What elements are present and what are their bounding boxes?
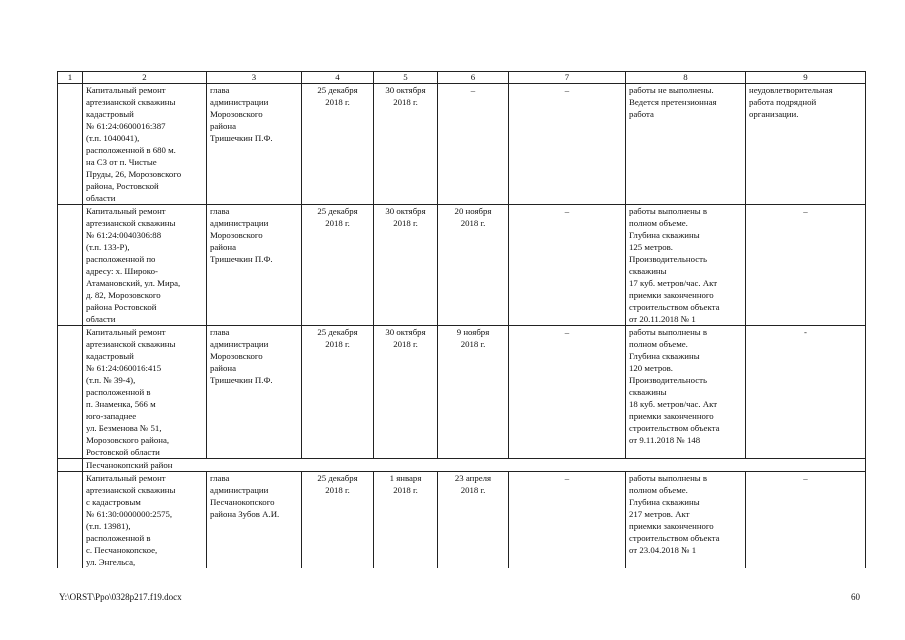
second-date-cell: 30 октября 2018 г.: [374, 205, 438, 326]
planned-date-cell: 25 декабря 2018 г.: [302, 84, 374, 205]
column-number: 5: [374, 72, 438, 84]
column-number: 8: [626, 72, 746, 84]
object-description-cell: Капитальный ремонт артезианской скважины № 61:24:0040306:88 (т.п. 133-Р), расположенной по адресу: х. Широко- Атамановский, ул. Мира, д. 82, Морозовского района Ростовской области: [83, 205, 207, 326]
actual-date-cell: 23 апреля 2018 г.: [438, 472, 509, 569]
column-number: 2: [83, 72, 207, 84]
planned-date-cell: 25 декабря 2018 г.: [302, 472, 374, 569]
actual-date-cell: 20 ноября 2018 г.: [438, 205, 509, 326]
column-number: 4: [302, 72, 374, 84]
planned-date-cell: 25 декабря 2018 г.: [302, 326, 374, 459]
table-row: [58, 205, 866, 326]
responsible-cell: глава администрации Морозовского района Тришечкин П.Ф.: [207, 84, 302, 205]
document-table: [57, 71, 866, 568]
column-7-cell: –: [509, 472, 626, 569]
column-number-row: [58, 72, 866, 84]
result-cell: работы выполнены в полном объеме. Глубина скважины 217 метров. Акт приемки законченного строительством объекта от 23.04.2018 № 1: [626, 472, 746, 569]
column-7-cell: –: [509, 326, 626, 459]
responsible-cell: глава администрации Песчанокопского района Зубов А.И.: [207, 472, 302, 569]
column-number: 9: [746, 72, 866, 84]
reason-cell: –: [746, 472, 866, 569]
row-index-cell: [58, 205, 83, 326]
object-description-cell: Капитальный ремонт артезианской скважины кадастровый № 61:24:060016:415 (т.п. № 39-4), расположенной в п. Знаменка, 566 м юго-западнее ул. Безменова № 51, Морозовского района, Ростовской области: [83, 326, 207, 459]
page-number: 60: [851, 592, 860, 602]
column-7-cell: –: [509, 205, 626, 326]
actual-date-cell: 9 ноября 2018 г.: [438, 326, 509, 459]
section-title: Песчанокопский район: [83, 459, 866, 472]
row-index-cell: [58, 472, 83, 569]
second-date-cell: 30 октября 2018 г.: [374, 326, 438, 459]
table-row: [58, 84, 866, 205]
planned-date-cell: 25 декабря 2018 г.: [302, 205, 374, 326]
row-index-cell: [58, 459, 83, 472]
table-row: [58, 326, 866, 459]
table-row: [58, 472, 866, 569]
column-number: 3: [207, 72, 302, 84]
reason-cell: –: [746, 205, 866, 326]
row-index-cell: [58, 326, 83, 459]
responsible-cell: глава администрации Морозовского района Тришечкин П.Ф.: [207, 326, 302, 459]
result-cell: работы выполнены в полном объеме. Глубина скважины 120 метров. Производительность скважины 18 куб. метров/час. Акт приемки законченного строительством объекта от 9.11.2018 № 148: [626, 326, 746, 459]
row-index-cell: [58, 84, 83, 205]
result-cell: работы выполнены в полном объеме. Глубина скважины 125 метров. Производительность скважины 17 куб. метров/час. Акт приемки законченного строительством объекта от 20.11.2018 № 1: [626, 205, 746, 326]
section-header-row: [58, 459, 866, 472]
actual-date-cell: –: [438, 84, 509, 205]
column-7-cell: –: [509, 84, 626, 205]
column-number: 7: [509, 72, 626, 84]
reason-cell: -: [746, 326, 866, 459]
footer-file-path: Y:\ORST\Ppo\0328p217.f19.docx: [59, 592, 182, 602]
object-description-cell: Капитальный ремонт артезианской скважины с кадастровым № 61:30:0000000:2575, (т.п. 13981), расположенной в с. Песчанокопское, ул. Энгельса,: [83, 472, 207, 569]
second-date-cell: 30 октября 2018 г.: [374, 84, 438, 205]
object-description-cell: Капитальный ремонт артезианской скважины кадастровый № 61:24:0600016:387 (т.п. 1040041), расположенной в 680 м. на СЗ от п. Чистые Пруды, 26, Морозовского района, Ростовской области: [83, 84, 207, 205]
second-date-cell: 1 января 2018 г.: [374, 472, 438, 569]
responsible-cell: глава администрации Морозовского района Тришечкин П.Ф.: [207, 205, 302, 326]
result-cell: работы не выполнены. Ведется претензионная работа: [626, 84, 746, 205]
column-number: 1: [58, 72, 83, 84]
column-number: 6: [438, 72, 509, 84]
reason-cell: неудовлетворительная работа подрядной организации.: [746, 84, 866, 205]
